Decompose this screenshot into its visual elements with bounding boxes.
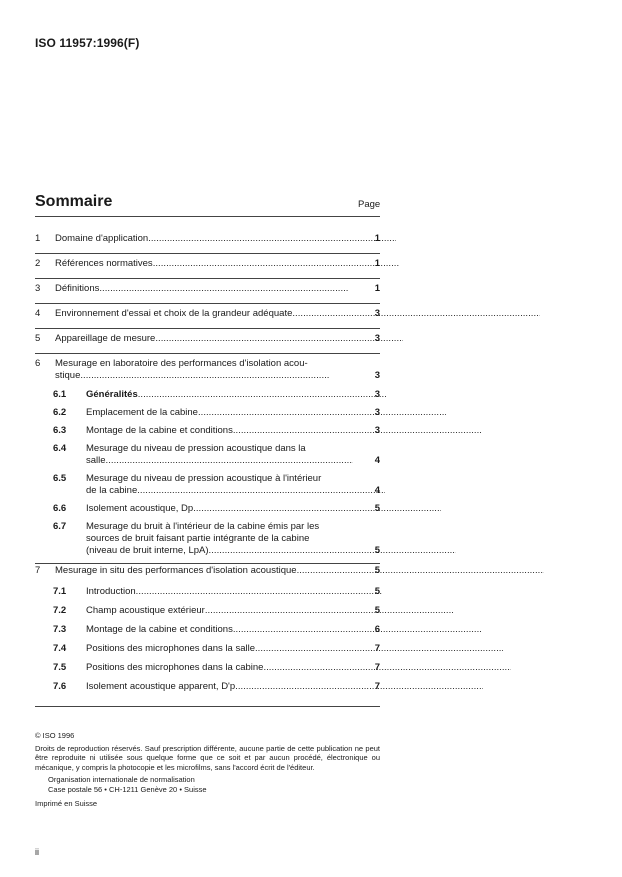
- entry-page: 6: [374, 624, 380, 635]
- entry-title: Introduction: [86, 586, 136, 597]
- toc-entry-6-6[interactable]: [35, 503, 380, 515]
- entry-number: 6: [35, 358, 41, 369]
- entry-title-line1b: sources de bruit faisant partie intégrante de la cabine: [86, 533, 310, 544]
- toc-entry-7-6[interactable]: [35, 681, 380, 693]
- toc-entry-6[interactable]: [35, 358, 380, 382]
- entry-page: 3: [374, 407, 380, 418]
- entry-number: 7.1: [53, 586, 67, 597]
- toc-entry-6-3[interactable]: [35, 425, 380, 437]
- entry-title-line2: de la cabine: [86, 485, 138, 496]
- toc-entry-5[interactable]: [35, 333, 380, 345]
- page-column-label: Page: [358, 199, 381, 210]
- entry-page: 3: [374, 389, 380, 400]
- entry-number: 7.6: [53, 681, 67, 692]
- entry-title-line2: (niveau de bruit interne, LpA): [86, 545, 209, 556]
- toc-entry-2[interactable]: [35, 258, 380, 270]
- rule-7: [35, 706, 380, 707]
- entry-page: 5: [374, 586, 380, 597]
- entry-page: 3: [374, 308, 380, 319]
- entry-number: 4: [35, 308, 41, 319]
- entry-title: Champ acoustique extérieur: [86, 605, 205, 616]
- copyright-symbol: © ISO 1996: [35, 731, 75, 740]
- entry-number: 6.3: [53, 425, 67, 436]
- entry-page: 3: [374, 425, 380, 436]
- entry-number: 6.7: [53, 521, 67, 532]
- entry-number: 7: [35, 565, 41, 576]
- toc-entry-7[interactable]: [35, 565, 380, 577]
- entry-number: 7.2: [53, 605, 67, 616]
- entry-number: 7.4: [53, 643, 67, 654]
- entry-title: Références normatives: [55, 258, 153, 269]
- toc-entry-6-4[interactable]: [35, 443, 380, 467]
- toc-entry-6-7[interactable]: [35, 521, 380, 557]
- entry-number: 7.3: [53, 624, 67, 635]
- toc-entry-6-2[interactable]: [35, 407, 380, 419]
- entry-title: Montage de la cabine et conditions: [86, 425, 233, 436]
- entry-number: 6.5: [53, 473, 67, 484]
- entry-title: Positions des microphones dans la cabine: [86, 662, 264, 673]
- toc-title: Sommaire: [35, 193, 113, 210]
- table-of-contents: [35, 226, 380, 693]
- toc-entry-7-5[interactable]: [35, 662, 380, 674]
- entry-title: Définitions: [55, 283, 100, 294]
- entry-page: 5: [374, 503, 380, 514]
- toc-entry-6-5[interactable]: [35, 473, 380, 497]
- page-number: ii: [35, 847, 39, 857]
- copyright-rights: Droits de reproduction réservés. Sauf prescription différente, aucune partie de cette publication ne peut être reproduite ni utilisée sous quelque forme que ce soit et par aucun procédé, électronique ou mécanique, y compris la photocopie et les microfilms, sans l'accord écrit de l'éditeur.: [35, 743, 380, 772]
- printed-in: Imprimé en Suisse: [35, 799, 98, 808]
- toc-entry-7-4[interactable]: [35, 643, 380, 655]
- entry-title: Isolement acoustique apparent, D'p: [86, 681, 236, 692]
- entry-number: 2: [35, 258, 41, 269]
- entry-title: Domaine d'application: [55, 233, 149, 244]
- entry-page: 3: [374, 370, 380, 381]
- entry-title: Positions des microphones dans la salle: [86, 643, 255, 654]
- entry-title-line2: salle: [86, 455, 106, 466]
- toc-entry-4[interactable]: [35, 308, 380, 320]
- entry-number: 6.6: [53, 503, 67, 514]
- entry-title-line1: Mesurage en laboratoire des performances d'isolation acou-: [55, 358, 308, 369]
- entry-page: 1: [374, 233, 380, 244]
- entry-page: 7: [374, 681, 380, 692]
- entry-title: Appareillage de mesure: [55, 333, 156, 344]
- entry-page: 1: [374, 283, 380, 294]
- entry-title-line2: stique: [55, 370, 81, 381]
- toc-entry-7-1[interactable]: [35, 586, 380, 598]
- entry-number: 6.2: [53, 407, 67, 418]
- document-code: ISO 11957:1996(F): [35, 36, 140, 50]
- toc-entry-7-2[interactable]: [35, 605, 380, 617]
- entry-page: 3: [374, 333, 380, 344]
- organization-name: Organisation internationale de normalisation: [48, 775, 195, 784]
- entry-number: 6.4: [53, 443, 67, 454]
- toc-entry-1[interactable]: [35, 233, 380, 245]
- entry-page: 4: [374, 455, 380, 466]
- entry-title: Environnement d'essai et choix de la grandeur adéquate: [55, 308, 293, 319]
- entry-title: Emplacement de la cabine: [86, 407, 198, 418]
- toc-entry-7-3[interactable]: [35, 624, 380, 636]
- organization-address: Case postale 56 • CH-1211 Genève 20 • Suisse: [48, 784, 207, 794]
- entry-number: 6.1: [53, 389, 67, 400]
- entry-title-line1: Mesurage du niveau de pression acoustique dans la: [86, 443, 306, 454]
- entry-title-line1: Mesurage du niveau de pression acoustique à l'intérieur: [86, 473, 322, 484]
- toc-entry-3[interactable]: [35, 283, 380, 295]
- entry-title: Généralités: [86, 389, 138, 400]
- copyright-notice: [35, 731, 380, 809]
- entry-number: 1: [35, 233, 41, 244]
- entry-title: Isolement acoustique, Dp: [86, 503, 194, 514]
- entry-number: 7.5: [53, 662, 67, 673]
- entry-page: 5: [374, 545, 380, 556]
- entry-page: 7: [374, 662, 380, 673]
- entry-number: 3: [35, 283, 41, 294]
- entry-page: 4: [374, 485, 380, 496]
- toc-entry-6-1[interactable]: [35, 389, 380, 401]
- entry-title: Montage de la cabine et conditions: [86, 624, 233, 635]
- rule-top: [35, 216, 380, 217]
- entry-page: 7: [374, 643, 380, 654]
- entry-page: 1: [374, 258, 380, 269]
- entry-page: 5: [374, 605, 380, 616]
- entry-title-line1: Mesurage du bruit à l'intérieur de la cabine émis par les: [86, 521, 320, 532]
- entry-title: Mesurage in situ des performances d'isolation acoustique: [55, 565, 297, 576]
- entry-number: 5: [35, 333, 41, 344]
- entry-page: 5: [374, 565, 380, 576]
